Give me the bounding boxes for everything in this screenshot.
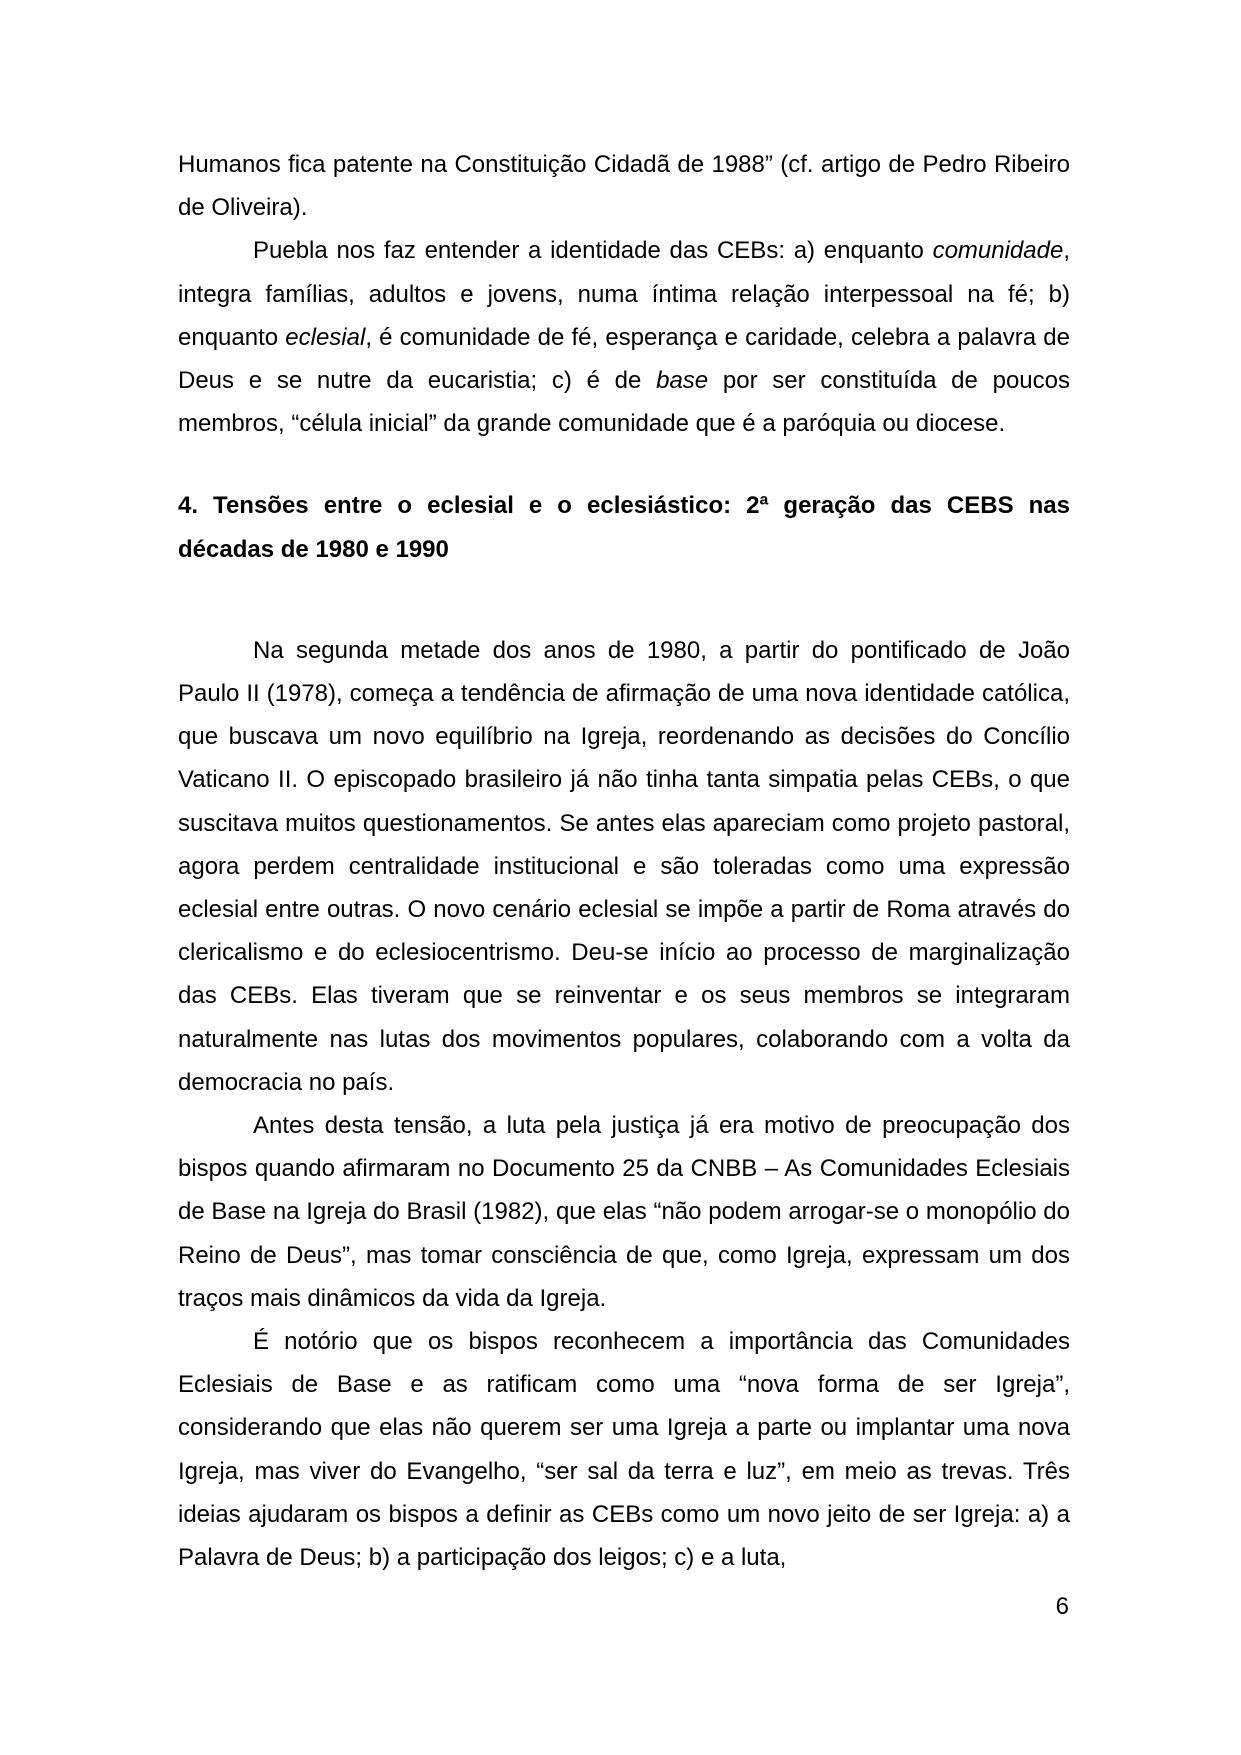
paragraph-second-half: Na segunda metade dos anos de 1980, a partir do pontificado de João Paulo II (1978), começa a tendência de afirmação de uma nova identidade católica, que buscava um novo equilíbrio na Igreja, reordenando as decisões do Concílio Vaticano II. O episcopado brasileiro já não tinha tanta simpatia pelas CEBs, o que suscitava muitos questionamentos. Se antes elas apareciam como projeto pastoral, agora perdem centralidade institucional e são toleradas como uma expressão eclesial entre outras. O novo cenário eclesial se impõe a partir de Roma através do clericalismo e do eclesiocentrismo. Deu-se início ao processo de marginalização das CEBs. Elas tiveram que se reinventar e os seus membros se integraram naturalmente nas lutas dos movimentos populares, colaborando com a volta da democracia no país. <box>178 636 1070 1096</box>
paragraph-continuation: Humanos fica patente na Constituição Cidadã de 1988” (cf. artigo de Pedro Ribeiro de Oliveira). <box>178 151 1070 222</box>
paragraph-text: Puebla nos faz entender a identidade das CEBs: a) enquanto <box>253 237 933 265</box>
paragraph-puebla <box>178 229 1070 445</box>
paragraph-tension: Antes desta tensão, a luta pela justiça já era motivo de preocupação dos bispos quando afirmaram no Documento 25 da CNBB – As Comunidades Eclesiais de Base na Igreja do Brasil (1982), que elas “não podem arrogar-se o monopólio do Reino de Deus”, mas tomar consciência de que, como Igreja, expressam um dos traços mais dinâmicos da vida da Igreja. <box>178 1112 1070 1312</box>
paragraph-text: , é comunidade de fé, esperança e caridade, celebra a palavra de Deus e se nutre da eucaristia; c) é de <box>178 323 1070 395</box>
section-heading: 4. Tensões entre o eclesial e o eclesiástico: 2ª geração das CEBS nas décadas de 1980 e 1990 <box>178 492 1070 563</box>
paragraph-text: , integra famílias, adultos e jovens, numa íntima relação interpessoal na fé; b) enquanto <box>178 237 1070 351</box>
italic-term-base: base <box>656 367 709 395</box>
italic-term-eclesial: eclesial <box>285 323 366 351</box>
document-page <box>178 143 1070 1579</box>
paragraph-text: por ser constituída de poucos membros, “célula inicial” da grande comunidade que é a paróquia ou diocese. <box>178 367 1070 438</box>
paragraph-bishops: É notório que os bispos reconhecem a importância das Comunidades Eclesiais de Base e as ratificam como uma “nova forma de ser Igreja”, considerando que elas não querem ser uma Igreja a parte ou implantar uma nova Igreja, mas viver do Evangelho, “ser sal da terra e luz”, em meio as trevas. Três ideias ajudaram os bispos a definir as CEBs como um novo jeito de ser Igreja: a) a Palavra de Deus; b) a participação dos leigos; c) e a luta, <box>178 1328 1070 1572</box>
italic-term-comunidade: comunidade <box>932 237 1064 265</box>
page-number: 6 <box>1055 1593 1069 1620</box>
